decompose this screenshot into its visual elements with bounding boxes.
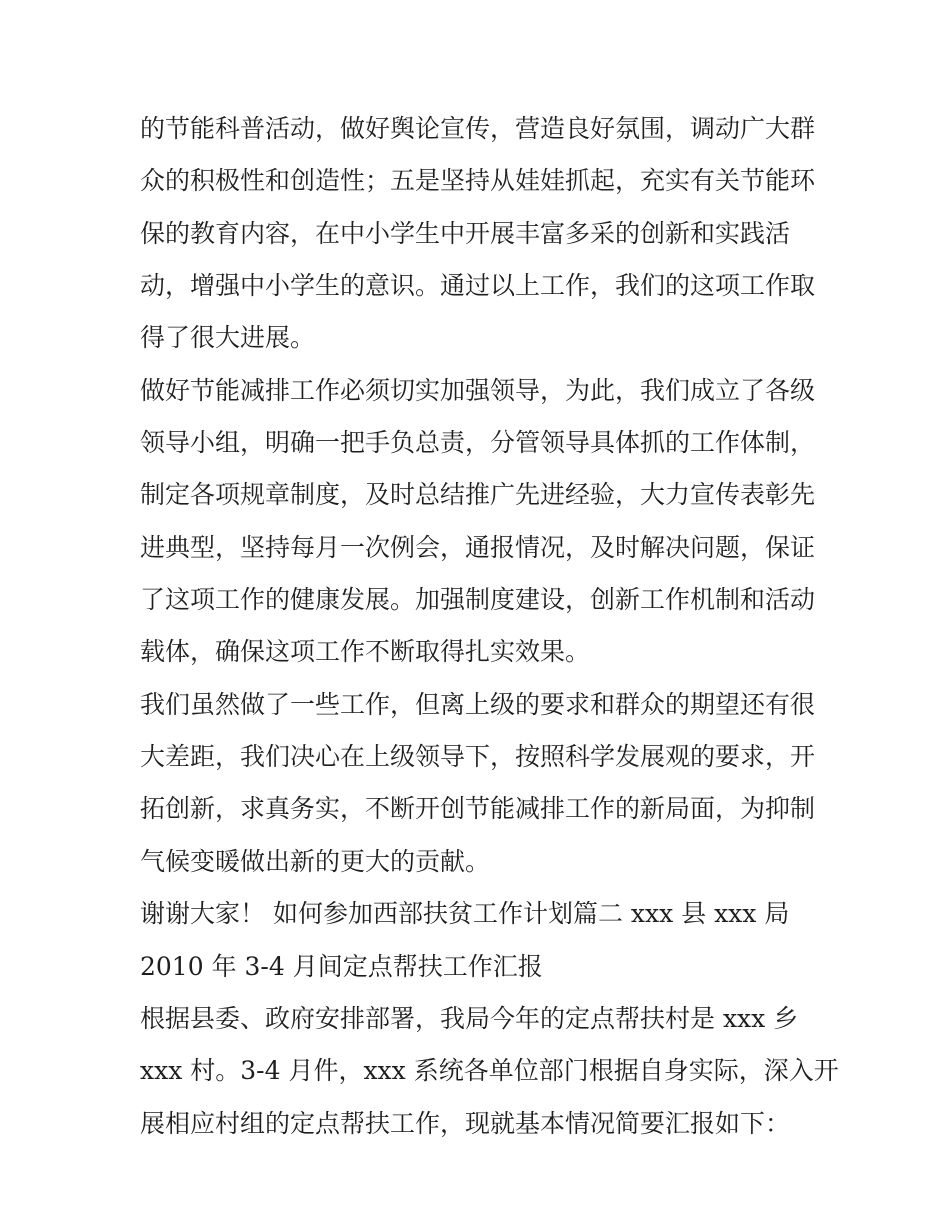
text-line: 2010 年 3-4 月间定点帮扶工作汇报 — [140, 951, 543, 981]
text-line: 拓创新，求真务实，不断开创节能减排工作的新局面，为抑制 — [140, 794, 816, 824]
document-body — [140, 103, 839, 1150]
text-line: xxx 村。3-4 月件，xxx 系统各单位部门根据自身实际，深入开 — [140, 1056, 839, 1086]
text-line: 展相应村组的定点帮扶工作，现就基本情况简要汇报如下： — [140, 1108, 791, 1138]
text-line: 气候变暖做出新的更大的贡献。 — [140, 846, 491, 876]
text-line: 领导小组，明确一把手负总责，分管领导具体抓的工作体制， — [140, 428, 816, 458]
text-line: 我们虽然做了一些工作，但离上级的要求和群众的期望还有很 — [140, 689, 816, 719]
text-line: 动，增强中小学生的意识。通过以上工作，我们的这项工作取 — [140, 271, 816, 301]
text-line: 的节能科普活动，做好舆论宣传，营造良好氛围，调动广大群 — [140, 114, 816, 143]
text-line: 了这项工作的健康发展。加强制度建设，创新工作机制和活动 — [140, 585, 816, 615]
text-line: 谢谢大家！ 如何参加西部扶贫工作计划篇二 xxx 县 xxx 局 — [140, 899, 790, 929]
text-line: 载体，确保这项工作不断取得扎实效果。 — [140, 637, 591, 667]
text-line: 保的教育内容，在中小学生中开展丰富多采的创新和实践活 — [140, 218, 791, 248]
text-line: 做好节能减排工作必须切实加强领导，为此，我们成立了各级 — [140, 375, 816, 405]
text-line: 众的积极性和创造性；五是坚持从娃娃抓起，充实有关节能环 — [140, 166, 816, 196]
text-line: 制定各项规章制度，及时总结推广先进经验，大力宣传表彰先 — [140, 480, 816, 510]
text-line: 得了很大进展。 — [140, 323, 316, 353]
text-line: 大差距，我们决心在上级领导下，按照科学发展观的要求，开 — [140, 742, 816, 772]
text-line: 根据县委、政府安排部署，我局今年的定点帮扶村是 xxx 乡 — [140, 1003, 799, 1033]
text-line: 进典型，坚持每月一次例会，通报情况，及时解决问题，保证 — [140, 532, 816, 562]
